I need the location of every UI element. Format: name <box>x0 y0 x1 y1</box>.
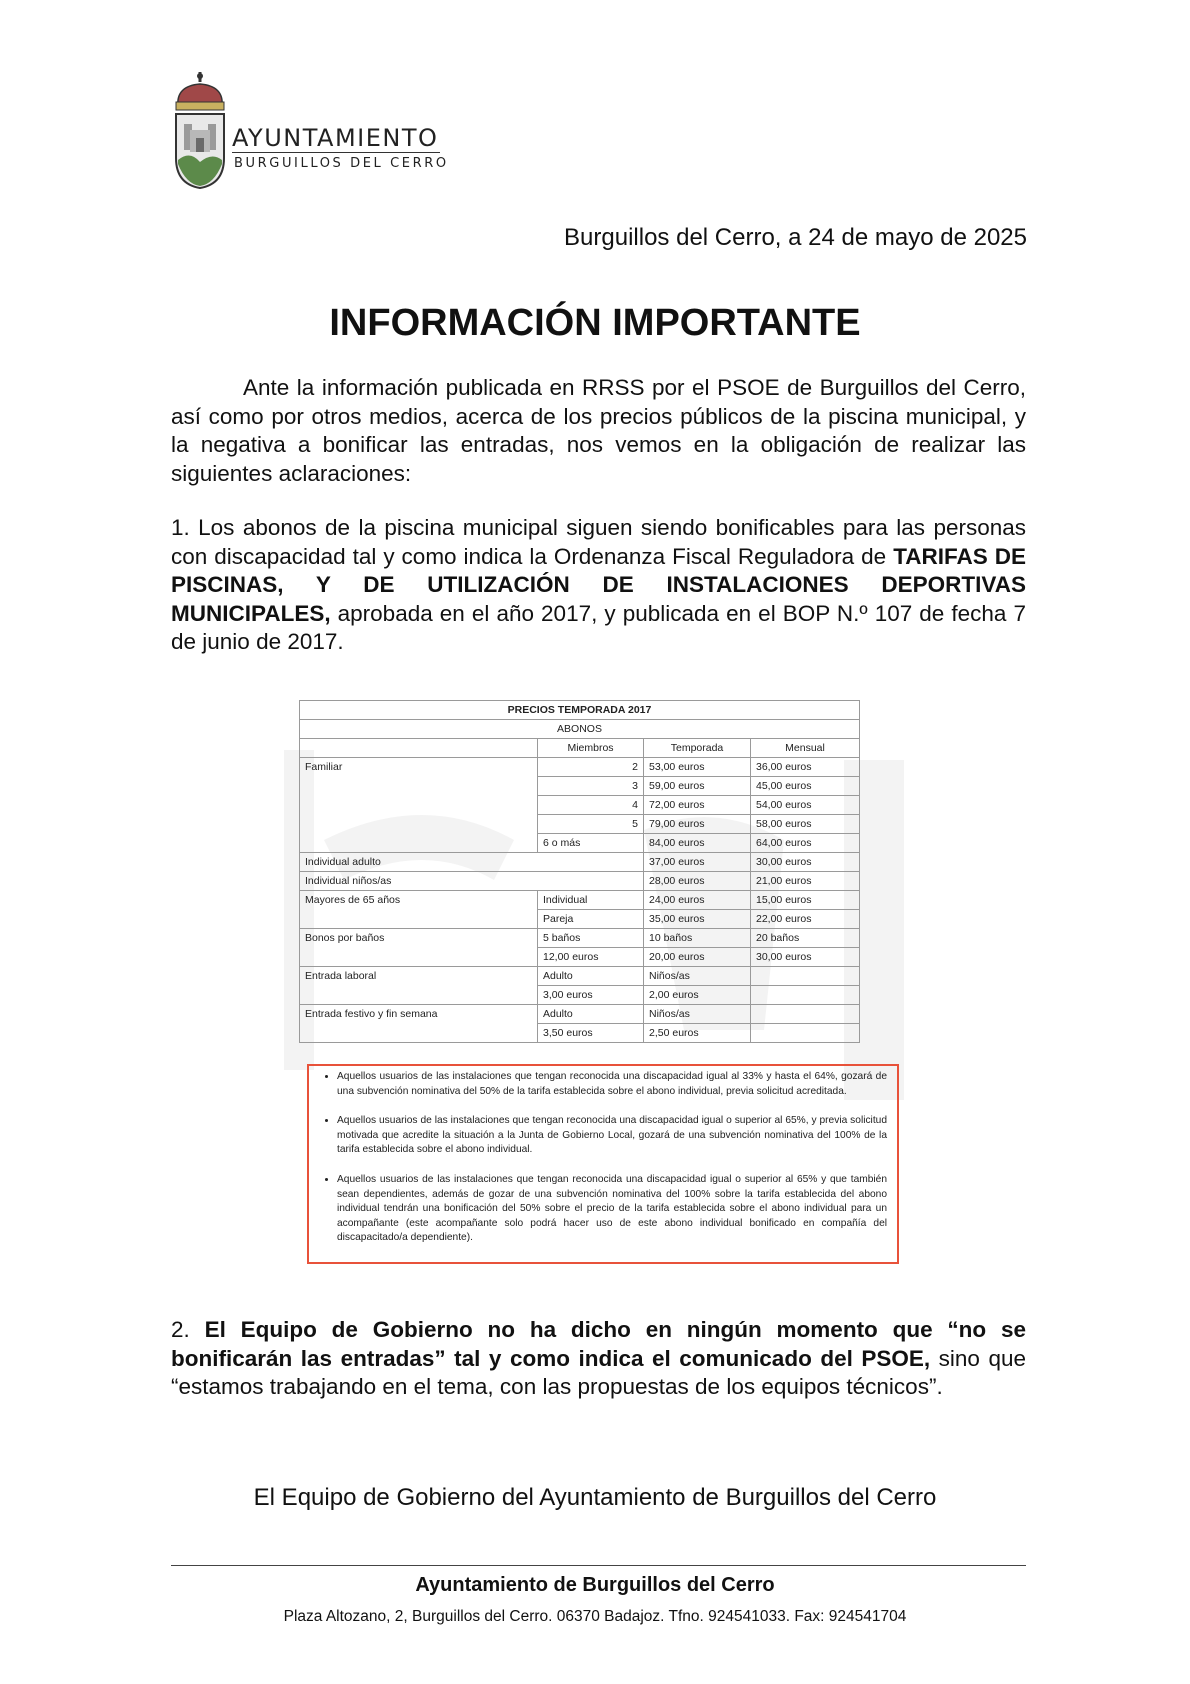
table-cell: 15,00 euros <box>751 891 860 910</box>
row-label-individual-adult: Individual adulto <box>300 853 644 872</box>
list-item: • Aquellos usuarios de las instalaciones que tengan reconocida una discapacidad igual o superior al 65%, y previa solicitud motivada que acredite la situación a la Junta de Gobierno Local, gozará de una subvención nominativa del 100% de la tarifa establecida sobre el abono individual. <box>337 1114 887 1158</box>
table-cell: 36,00 euros <box>751 758 860 777</box>
signature-line: El Equipo de Gobierno del Ayuntamiento de Burguillos del Cerro <box>253 1484 937 1511</box>
table-row <box>300 701 860 720</box>
point-2-text: sino que “estamos trabajando en el tema, con las propuestas de los equipos técnicos”. <box>171 1345 1026 1399</box>
logo-divider <box>232 152 440 153</box>
ordinance-excerpt-image <box>284 690 916 1270</box>
table-cell: 28,00 euros <box>644 872 751 891</box>
footer-name: Ayuntamiento de Burguillos del Cerro <box>415 1574 775 1596</box>
table-cell: 20,00 euros <box>644 948 751 967</box>
table-cell: 22,00 euros <box>751 910 860 929</box>
table-row <box>300 1005 860 1024</box>
table-cell: 24,00 euros <box>644 891 751 910</box>
row-label-individual-child: Individual niños/as <box>300 872 644 891</box>
table-cell: 3,50 euros <box>538 1024 644 1043</box>
table-cell: 5 <box>538 815 644 834</box>
table-cell: 6 o más <box>538 834 644 853</box>
table-cell: 12,00 euros <box>538 948 644 967</box>
table-cell: 45,00 euros <box>751 777 860 796</box>
column-header-monthly: Mensual <box>751 739 860 758</box>
table-cell <box>751 967 860 986</box>
list-item: • Aquellos usuarios de las instalaciones que tengan reconocida una discapacidad igual o superior al 65% y que también sean dependientes, además de gozar de una subvención nominativa del 100% sobre la tarifa establecida del abono individual tendrán una bonificación del 50% sobre el precio de la tarifa establecida sobre el abono individual para un acompañante (este acompañante solo podrá hacer uso de este abono individual bonificado en compañía del discapacitado/a dependiente). <box>337 1173 887 1246</box>
table-cell: 2,50 euros <box>644 1024 751 1043</box>
point-2-bold-text: El Equipo de Gobierno no ha dicho en ningún momento que “no se bonificarán las entradas” tal y como indica el comunicado del PSOE, <box>171 1317 1026 1371</box>
table-cell <box>751 986 860 1005</box>
table-cell: 64,00 euros <box>751 834 860 853</box>
table-cell: 84,00 euros <box>644 834 751 853</box>
discount-notes-list <box>319 1070 887 1246</box>
page-title: INFORMACIÓN IMPORTANTE <box>329 302 861 344</box>
table-row <box>300 758 860 777</box>
table-cell <box>751 1005 860 1024</box>
point-1-paragraph <box>171 514 1026 657</box>
table-cell: 53,00 euros <box>644 758 751 777</box>
table-cell: 30,00 euros <box>751 948 860 967</box>
table-cell: 37,00 euros <box>644 853 751 872</box>
table-cell: Pareja <box>538 910 644 929</box>
table-title: PRECIOS TEMPORADA 2017 <box>300 701 860 720</box>
point-1-text: 1. Los abonos de la piscina municipal siguen siendo bonificables para las personas con discapacidad tal y como indica la Ordenanza Fiscal Reguladora de <box>171 515 1026 569</box>
table-cell: 10 baños <box>644 929 751 948</box>
municipal-logo <box>170 72 450 190</box>
table-cell: Adulto <box>538 967 644 986</box>
logo-title: AYUNTAMIENTO <box>232 124 439 152</box>
table-cell: 3,00 euros <box>538 986 644 1005</box>
column-header-members: Miembros <box>538 739 644 758</box>
table-cell: Adulto <box>538 1005 644 1024</box>
ordinance-title: TARIFAS DE PISCINAS, Y DE UTILIZACIÓN DE INSTALACIONES DEPORTIVAS MUNICIPALES, <box>171 543 1027 626</box>
table-cell: 2,00 euros <box>644 986 751 1005</box>
table-cell: 20 baños <box>751 929 860 948</box>
table-cell: 72,00 euros <box>644 796 751 815</box>
table-cell: Niños/as <box>644 967 751 986</box>
table-cell: Niños/as <box>644 1005 751 1024</box>
row-label-labor: Entrada laboral <box>300 967 538 1005</box>
table-cell <box>751 1024 860 1043</box>
list-item: • Aquellos usuarios de las instalaciones que tengan reconocida una discapacidad igual al 33% y hasta el 64%, gozará de una subvención nominativa del 50% de la tarifa establecida sobre el abono individual, previa solicitud acreditada. <box>337 1070 887 1099</box>
footer-address: Plaza Altozano, 2, Burguillos del Cerro. 06370 Badajoz. Tfno. 924541033. Fax: 924541704 <box>283 1608 907 1625</box>
table-cell <box>300 739 538 758</box>
table-row <box>300 853 860 872</box>
prices-table <box>299 700 860 1043</box>
point-2-paragraph <box>171 1316 1026 1402</box>
point-2-number: 2. <box>171 1317 205 1342</box>
date-line: Burguillos del Cerro, a 24 de mayo de 2025 <box>564 224 1027 251</box>
discount-notes-box <box>307 1064 899 1264</box>
table-cell: Individual <box>538 891 644 910</box>
table-cell: 5 baños <box>538 929 644 948</box>
row-label-seniors: Mayores de 65 años <box>300 891 538 929</box>
table-cell: 30,00 euros <box>751 853 860 872</box>
table-cell: 79,00 euros <box>644 815 751 834</box>
logo-subtitle: BURGUILLOS DEL CERRO <box>234 156 449 171</box>
row-label-bonos: Bonos por baños <box>300 929 538 967</box>
intro-paragraph: Ante la información publicada en RRSS por el PSOE de Burguillos del Cerro, así como por otros medios, acerca de los precios públicos de la piscina municipal, y la negativa a bonificar las entradas, nos vemos en la obligación de realizar las siguientes aclaraciones: <box>171 375 1026 486</box>
row-label-familiar: Familiar <box>300 758 538 853</box>
table-cell: 3 <box>538 777 644 796</box>
table-cell: 59,00 euros <box>644 777 751 796</box>
table-row <box>300 967 860 986</box>
row-label-holiday: Entrada festivo y fin semana <box>300 1005 538 1043</box>
table-cell: 58,00 euros <box>751 815 860 834</box>
coat-of-arms-icon <box>170 72 230 190</box>
table-cell: 54,00 euros <box>751 796 860 815</box>
table-cell: 21,00 euros <box>751 872 860 891</box>
table-cell: 2 <box>538 758 644 777</box>
table-cell: 35,00 euros <box>644 910 751 929</box>
table-header-row <box>300 739 860 758</box>
table-section: ABONOS <box>300 720 860 739</box>
table-row <box>300 891 860 910</box>
table-cell: 4 <box>538 796 644 815</box>
footer-divider <box>171 1565 1026 1566</box>
column-header-season: Temporada <box>644 739 751 758</box>
table-row <box>300 720 860 739</box>
table-row <box>300 872 860 891</box>
point-1-text-end: aprobada en el año 2017, y publicada en el BOP N.º 107 de fecha 7 de junio de 2017. <box>171 600 1026 654</box>
table-row <box>300 929 860 948</box>
